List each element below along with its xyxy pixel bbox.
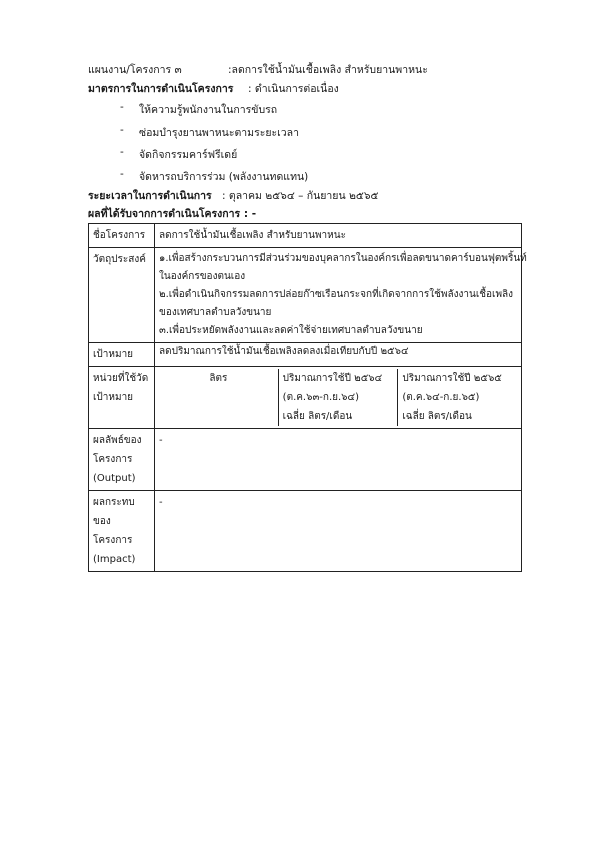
usage-2564-line: (ต.ค.๖๓-ก.ย.๖๔) xyxy=(282,392,359,403)
measure-label: มาตรการในการดำเนินโครงการ xyxy=(88,83,234,95)
project-name-label: ชื่อโครงการ xyxy=(89,224,155,248)
output-value: - xyxy=(155,429,522,491)
output-label-line: โครงการ xyxy=(93,454,133,465)
objective-line: ในองค์กรของตนเอง xyxy=(159,271,246,282)
measure-value: : ดำเนินการต่อเนื่อง xyxy=(248,83,339,95)
unit-liter: ลิตร xyxy=(209,373,228,384)
objective-value xyxy=(155,248,527,343)
bullet-text: จัดหารถบริการร่วม (พลังงานทดแทน) xyxy=(139,171,309,183)
unit-columns xyxy=(159,369,517,426)
unit-label xyxy=(89,367,155,429)
bullet-dash: - xyxy=(120,168,124,180)
plan-value: :ลดการใช้น้ำมันเชื้อเพลิง สำหรับยานพาหนะ xyxy=(228,64,428,76)
impact-value: - xyxy=(155,491,522,572)
unit-value xyxy=(155,367,522,429)
bullet-text: จัดกิจกรรมคาร์ฟรีเดย์ xyxy=(139,149,238,161)
target-value: ลดปริมาณการใช้น้ำมันเชื้อเพลิงลดลงเมื่อเทียบกับปี ๒๕๖๔ xyxy=(155,343,522,367)
table-row xyxy=(89,367,522,429)
output-label-line: ผลลัพธ์ของ xyxy=(93,435,142,446)
table-row xyxy=(89,248,522,343)
objective-label: วัตถุประสงค์ xyxy=(89,248,155,343)
unit-label-line: เป้าหมาย xyxy=(93,392,134,403)
objective-line: ของเทศบาลตำบลวังขนาย xyxy=(159,307,272,318)
period-label: ระยะเวลาในการดำเนินการ xyxy=(88,190,212,202)
objective-line: ๒.เพื่อดำเนินกิจกรรมลดการปล่อยก๊าซเรือนกระจกที่เกิดจากการใช้พลังงานเชื้อเพลิง xyxy=(159,289,514,300)
bullet-text: ซ่อมบำรุงยานพาหนะตามระยะเวลา xyxy=(139,127,299,139)
table-row xyxy=(89,429,522,491)
bullet-dash: - xyxy=(120,124,124,136)
output-label-line: (Output) xyxy=(93,473,136,484)
output-label xyxy=(89,429,155,491)
table-row xyxy=(89,491,522,572)
usage-2565-line: (ต.ค.๖๔-ก.ย.๖๕) xyxy=(402,392,480,403)
table-row xyxy=(89,224,522,248)
impact-label-line: โครงการ xyxy=(93,535,133,546)
unit-label-line: หน่วยที่ใช้วัด xyxy=(93,373,149,384)
bullet-dash: - xyxy=(120,146,124,158)
usage-2565-line: ปริมาณการใช้ปี ๒๕๖๕ xyxy=(402,373,502,384)
bullet-text: ให้ความรู้พนักงานในการขับรถ xyxy=(139,104,278,116)
period-value: : ตุลาคม ๒๕๖๔ – กันยายน ๒๕๖๕ xyxy=(222,190,379,202)
bullet-dash: - xyxy=(120,101,124,113)
usage-2564-line: เฉลี่ย ลิตร/เดือน xyxy=(282,411,353,422)
usage-2565 xyxy=(397,369,517,426)
objective-line: ๓.เพื่อประหยัดพลังงานและลดค่าใช้จ่ายเทศบาลตำบลวังขนาย xyxy=(159,325,423,336)
target-label: เป้าหมาย xyxy=(89,343,155,367)
usage-2565-line: เฉลี่ย ลิตร/เดือน xyxy=(402,411,472,422)
table-row xyxy=(89,343,522,367)
project-name-value: ลดการใช้น้ำมันเชื้อเพลิง สำหรับยานพาหนะ xyxy=(155,224,522,248)
plan-label: แผนงาน/โครงการ ๓ xyxy=(88,64,182,76)
objective-line: ๑.เพื่อสร้างกระบวนการมีส่วนร่วมของบุคลากรในองค์กรเพื่อลดขนาดคาร์บอนฟุตพริ้นท์ xyxy=(159,253,527,264)
usage-2564 xyxy=(278,369,398,426)
project-table xyxy=(88,223,527,572)
impact-label-line: (Impact) xyxy=(93,554,136,565)
usage-2564-line: ปริมาณการใช้ปี ๒๕๖๔ xyxy=(282,373,383,384)
result-label: ผลที่ได้รับจากการดำเนินโครงการ : - xyxy=(88,208,257,220)
impact-label-line: ผลกระทบของ xyxy=(93,497,135,527)
impact-label xyxy=(89,491,155,572)
